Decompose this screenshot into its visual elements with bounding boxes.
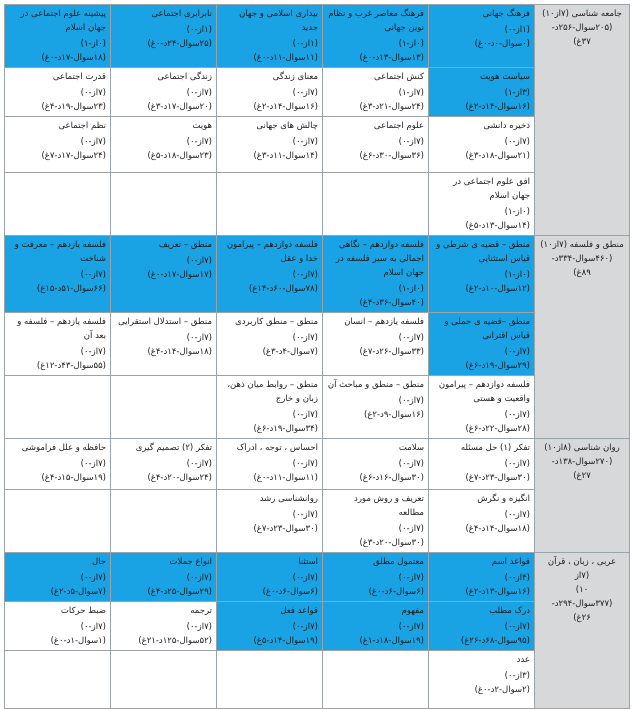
topic-title: ترجمه xyxy=(190,606,212,616)
topic-range: (۰از-۱) xyxy=(398,284,424,294)
topic-stats: (۱۶سوال-۱۳د-۲غ) xyxy=(465,587,530,597)
topic-cell[interactable] xyxy=(323,602,429,651)
topic-cell[interactable] xyxy=(429,117,535,173)
topic-cell[interactable] xyxy=(429,602,535,651)
topic-range: (۴از-۰) xyxy=(504,573,530,583)
topic-range: (۷از-۰) xyxy=(186,333,212,343)
topic-range: (۷از-۰) xyxy=(504,622,530,632)
topic-stats: (۴۰سوال-۳۶د-۴غ) xyxy=(359,298,424,308)
topic-range: (۷از-۰) xyxy=(292,622,318,632)
topic-stats: (۱۲سوال-۱۰د-۲غ) xyxy=(465,284,530,294)
topic-cell[interactable] xyxy=(5,236,111,313)
topic-cell[interactable] xyxy=(429,553,535,602)
topic-stats: (۱۶سوال-۹د-۲غ) xyxy=(364,410,424,420)
topic-stats: (۲۸سوال-۲۲د-۶غ) xyxy=(465,424,530,434)
subject-label-line: ۲۶غ) xyxy=(573,613,591,623)
subject-label-line: ۱۰) xyxy=(575,585,589,595)
topic-cell[interactable] xyxy=(323,5,429,68)
topic-title: تفکر (۲) تصمیم گیری xyxy=(135,443,212,453)
topic-range: (۳از-۰) xyxy=(504,671,530,681)
topic-range: (۷از-۰) xyxy=(398,573,424,583)
topic-stats: (۱۴سوال-۱۳د-۵غ) xyxy=(465,221,530,231)
topic-stats: (۲۹سوال-۲۵د-۴غ) xyxy=(147,587,212,597)
topic-title: کنش اجتماعی xyxy=(374,72,424,82)
topic-range: (۷از-۰) xyxy=(186,88,212,98)
grid-row xyxy=(5,439,630,490)
topic-range: (۷از-۰) xyxy=(80,622,106,632)
topic-title: فلسفه دوازدهم – پیرامون خدا و عقل xyxy=(226,240,318,264)
grid-row xyxy=(5,5,630,68)
topic-cell[interactable] xyxy=(111,439,217,490)
empty-cell xyxy=(5,173,111,236)
topic-title: منطق – قضیه ی شرطی و قیاس استثنایی xyxy=(436,240,530,264)
topic-title: نظم اجتماعی xyxy=(58,121,106,131)
topic-range: (۷از-۰) xyxy=(186,137,212,147)
topic-title: روانشناسی رشد xyxy=(259,494,318,504)
topic-title: منطق – روابط میان ذهن، زبان و خارج xyxy=(227,380,318,404)
topic-stats: (۱۸سوال-۱۴د-۴غ) xyxy=(147,347,212,357)
topic-range: (۷از-۰) xyxy=(292,410,318,420)
topic-cell[interactable] xyxy=(5,553,111,602)
topic-cell[interactable] xyxy=(111,5,217,68)
topic-title: زندگی اجتماعی xyxy=(157,72,212,82)
topic-stats: (۲۵سوال-۲۴د-۰غ) xyxy=(147,39,212,49)
topic-title: منطق –قضیه ی حملی و قیاس اقترانی xyxy=(444,317,530,341)
topic-cell[interactable] xyxy=(217,5,323,68)
topic-cell[interactable] xyxy=(429,313,535,376)
subject-label-line: (۴۶۰سوال-۳۳۴د- xyxy=(551,254,613,264)
topic-cell[interactable] xyxy=(111,236,217,313)
topic-stats: (۱۳سوال-۱۳د-۰غ) xyxy=(359,53,424,63)
topic-title: منطق – استدلال استقرایی xyxy=(118,317,212,327)
topic-cell[interactable] xyxy=(217,490,323,553)
topic-cell[interactable] xyxy=(5,117,111,173)
topic-cell[interactable] xyxy=(5,5,111,68)
topic-title: استثنا xyxy=(298,557,318,567)
topic-title: فلسفه یازدهم – فلسفه و بعد آن xyxy=(17,317,106,341)
topic-range: (۷از-۰) xyxy=(398,524,424,534)
topic-title: قواعد فعل xyxy=(280,606,318,616)
topic-stats: (۶سوال-۶د-۰غ) xyxy=(262,587,318,597)
topic-range: (۷از-۰) xyxy=(80,459,106,469)
topic-range: (۷از-۰) xyxy=(504,510,530,520)
topic-stats: (۱۶سوال-۱۴د-۲غ) xyxy=(465,102,530,112)
topic-stats: (۲۴سوال-۲۱د-۳غ) xyxy=(359,102,424,112)
grid-row xyxy=(5,236,630,313)
topic-title: تفکر (۱) حل مسئله xyxy=(460,443,530,453)
topic-cell[interactable] xyxy=(217,553,323,602)
empty-cell xyxy=(111,173,217,236)
topic-cell[interactable] xyxy=(429,68,535,117)
topic-range: (۷از-۰) xyxy=(504,347,530,357)
topic-cell[interactable] xyxy=(5,602,111,651)
topic-stats: (۱۷سوال-۱۷د-۰غ) xyxy=(147,270,212,280)
topic-title: بیداری اسلامی و جهان جدید xyxy=(239,9,318,33)
topic-title: نابرابری اجتماعی xyxy=(151,9,212,19)
topic-stats: (۱۹سوال-۱۴د-۵غ) xyxy=(253,636,318,646)
topic-range: (۷از-۰) xyxy=(504,459,530,469)
topic-title: علوم اجتماعی xyxy=(373,121,424,131)
subject-label xyxy=(535,553,630,709)
topic-stats: (۳۰سوال-۱۶د-۶غ) xyxy=(359,473,424,483)
topic-title: فلسفه یازدهم – معرفت و شناخت xyxy=(14,240,106,264)
topic-title: افق علوم اجتماعی در جهان اسلام xyxy=(453,177,530,201)
topic-title: حال xyxy=(91,557,106,567)
topic-stats: (۷۸سوال-۶۰د-۱۴غ) xyxy=(248,284,318,294)
topic-range: (۱از-۰) xyxy=(504,25,530,35)
topic-cell[interactable] xyxy=(429,5,535,68)
topic-cell[interactable] xyxy=(111,602,217,651)
subject-label-line: روان شناسی (۸از۱۰) xyxy=(544,443,620,453)
empty-cell xyxy=(217,173,323,236)
topic-cell[interactable] xyxy=(429,651,535,709)
topic-range: (۷از-۰) xyxy=(398,396,424,406)
empty-cell xyxy=(323,651,429,709)
topic-stats: (۲۰سوال-۱۷د-۳غ) xyxy=(147,102,212,112)
topic-range: (۷از-۰) xyxy=(80,88,106,98)
topic-range: (۳از-۱) xyxy=(504,88,530,98)
topic-cell[interactable] xyxy=(429,439,535,490)
topic-stats: (۵۲سوال-۱۲۵د-۲۱غ) xyxy=(138,636,212,646)
empty-cell xyxy=(217,651,323,709)
topic-title: تعریف و روش مورد مطالعه xyxy=(354,494,424,518)
empty-cell xyxy=(5,651,111,709)
topic-range: (۷از-۰) xyxy=(292,573,318,583)
topic-title: درک مطلب xyxy=(489,606,530,616)
subject-label-line: عربی ، زبان ، قرآن xyxy=(547,557,617,567)
topic-range: (۷از-۰) xyxy=(292,510,318,520)
topic-grid xyxy=(4,4,630,709)
subject-label-line: (۳۷۷سوال-۲۹۴د- xyxy=(551,599,613,609)
topic-title: سلامت xyxy=(398,443,424,453)
subject-label-line: (۷از xyxy=(574,571,590,581)
topic-stats: (۳۳سوال-۲۶د-۷غ) xyxy=(359,347,424,357)
topic-title: پیشینه علوم اجتماعی در جهان اسلام xyxy=(20,9,106,33)
topic-range: (۰از-۱) xyxy=(504,207,530,217)
topic-range: (۷از-۰) xyxy=(292,88,318,98)
topic-stats: (۲سوال-۲د-۰غ) xyxy=(474,685,530,695)
topic-title: حافظه و علل فراموشی xyxy=(21,443,106,453)
topic-cell[interactable] xyxy=(111,313,217,376)
topic-range: (۷از-۰) xyxy=(398,459,424,469)
topic-cell[interactable] xyxy=(217,117,323,173)
subject-label-line: ۸۹غ) xyxy=(573,268,591,278)
topic-title: چالش های جهانی xyxy=(256,121,318,131)
subject-label-line: منطق و فلسفه (۷از۱۰) xyxy=(540,240,624,250)
topic-range: (۷از-۰) xyxy=(398,333,424,343)
topic-cell[interactable] xyxy=(111,117,217,173)
topic-range: (۷از-۰) xyxy=(80,573,106,583)
topic-cell[interactable] xyxy=(323,490,429,553)
topic-title: منطق – منطق و مباحث آن xyxy=(327,380,424,390)
topic-cell[interactable] xyxy=(5,439,111,490)
subject-label-line: (۲۷۰سوال-۱۳۸د- xyxy=(551,457,613,467)
topic-title: معنای زندگی xyxy=(272,72,318,82)
topic-stats: (۱۹سوال-۱۸د-۱غ) xyxy=(359,636,424,646)
topic-title: انواع جملات xyxy=(169,557,212,567)
empty-cell xyxy=(5,376,111,439)
subject-label xyxy=(535,236,630,439)
topic-stats: (۱۸سوال-۱۷د-۰غ) xyxy=(41,53,106,63)
topic-range: (۰از-۱) xyxy=(80,39,106,49)
topic-cell[interactable] xyxy=(5,313,111,376)
topic-cell[interactable] xyxy=(217,602,323,651)
topic-cell[interactable] xyxy=(323,376,429,439)
topic-range: (۱از-۰) xyxy=(292,39,318,49)
topic-stats: (۹۵سوال-۶۸د-۲۶غ) xyxy=(460,636,530,646)
empty-cell xyxy=(111,651,217,709)
topic-range: (۷از-۰) xyxy=(398,137,424,147)
topic-stats: (۲۳سوال-۱۹د-۴غ) xyxy=(41,102,106,112)
topic-title: مفهوم xyxy=(401,606,424,616)
topic-title: فرهنگ معاصر غرب و نظام نوین جهانی xyxy=(328,9,424,33)
topic-stats: (۱۱سوال-۱۱د-۰غ) xyxy=(253,53,318,63)
topic-cell[interactable] xyxy=(217,439,323,490)
topic-cell[interactable] xyxy=(323,313,429,376)
subject-label-line: ۲۷غ) xyxy=(573,471,591,481)
topic-title: انگیزه و نگرش xyxy=(477,494,530,504)
empty-cell xyxy=(5,490,111,553)
topic-title: احساس ، توجه ، ادراک xyxy=(236,443,318,453)
topic-range: (۷از-۰) xyxy=(186,573,212,583)
topic-stats: (۲۹سوال-۱۹د-۶غ) xyxy=(465,361,530,371)
topic-stats: (۰سوال-۰د-۰غ) xyxy=(474,39,530,49)
topic-cell[interactable] xyxy=(5,68,111,117)
topic-title: عدد xyxy=(516,655,530,665)
topic-stats: (۳۰سوال-۲۳د-۷غ) xyxy=(465,473,530,483)
topic-title: ضبط حرکات xyxy=(60,606,106,616)
topic-cell[interactable] xyxy=(429,490,535,553)
topic-title: سیاست هویت xyxy=(479,72,530,82)
topic-range: (۷از-۰) xyxy=(398,622,424,632)
topic-range: (۷از-۰) xyxy=(186,622,212,632)
subject-label-line: ۳۷غ) xyxy=(573,37,591,47)
topic-stats: (۲۱سوال-۱۸د-۳غ) xyxy=(465,151,530,161)
topic-range: (۷از-۰) xyxy=(504,410,530,420)
topic-stats: (۳۰سوال-۲۳د-۷غ) xyxy=(253,524,318,534)
topic-title: ذخیره دانشی xyxy=(483,121,530,131)
topic-cell[interactable] xyxy=(217,236,323,313)
topic-stats: (۳۰سوال-۲۰د-۳غ) xyxy=(359,538,424,548)
topic-cell[interactable] xyxy=(323,68,429,117)
topic-cell[interactable] xyxy=(323,439,429,490)
topic-cell[interactable] xyxy=(429,376,535,439)
topic-stats: (۳۶سوال-۳۰د-۶غ) xyxy=(359,151,424,161)
topic-range: (۷از-۰) xyxy=(292,270,318,280)
topic-range: (۰از-۱) xyxy=(504,270,530,280)
topic-title: هویت xyxy=(192,121,212,131)
topic-cell[interactable] xyxy=(217,376,323,439)
topic-cell[interactable] xyxy=(217,313,323,376)
empty-cell xyxy=(323,173,429,236)
topic-title: فلسفه دوازدهم – پیرامون واقعیت و هستی xyxy=(438,380,530,404)
topic-stats: (۶سوال-۶د-۰غ) xyxy=(368,587,424,597)
topic-range: (۷از-۰) xyxy=(292,333,318,343)
topic-stats: (۱۹سوال-۱۵د-۴غ) xyxy=(41,473,106,483)
topic-stats: (۷سوال-۴د-۳غ) xyxy=(262,347,318,357)
topic-range: (۷از-۱) xyxy=(398,88,424,98)
topic-title: فلسفه دوازدهم – نگاهی اجمالی به سیر فلسفه در جهان اسلام xyxy=(335,240,424,278)
topic-title: منطق – تعریف xyxy=(158,240,212,250)
topic-stats: (۱۱سوال-۱۱د-۰غ) xyxy=(253,473,318,483)
topic-cell[interactable] xyxy=(217,68,323,117)
topic-cell[interactable] xyxy=(429,173,535,236)
topic-stats: (۳۴سوال-۱۹د-۶غ) xyxy=(253,424,318,434)
empty-cell xyxy=(111,490,217,553)
topic-cell[interactable] xyxy=(111,553,217,602)
topic-range: (۷از-۰) xyxy=(80,347,106,357)
topic-range: (۷از-۰) xyxy=(80,270,106,280)
topic-range: (۷از-۰) xyxy=(186,459,212,469)
topic-range: (۷از-۰) xyxy=(292,137,318,147)
topic-range: (۱از-۰) xyxy=(186,25,212,35)
topic-title: قواعد اسم xyxy=(491,557,530,567)
topic-cell[interactable] xyxy=(429,236,535,313)
topic-range: (۷از-۰) xyxy=(292,459,318,469)
topic-stats: (۷سوال-۵د-۲غ) xyxy=(50,587,106,597)
topic-stats: (۵۵سوال-۴۳د-۱۲غ) xyxy=(36,361,106,371)
topic-title: فرهنگ جهانی xyxy=(482,9,530,19)
topic-range: (۰از-۱) xyxy=(398,39,424,49)
topic-range: (۷از-۰) xyxy=(186,256,212,266)
topic-cell[interactable] xyxy=(323,553,429,602)
topic-title: قدرت اجتماعی xyxy=(52,72,106,82)
topic-stats: (۲۴سوال-۲۰د-۴غ) xyxy=(147,473,212,483)
topic-cell[interactable] xyxy=(323,236,429,313)
empty-cell xyxy=(111,376,217,439)
subject-label xyxy=(535,439,630,553)
topic-stats: (۲۳سوال-۱۸د-۵غ) xyxy=(147,151,212,161)
subject-label-line: (۲۰۵سوال-۲۵۶د- xyxy=(551,23,613,33)
topic-title: فلسفه یازدهم – انسان xyxy=(344,317,424,327)
topic-range: (۷از-۰) xyxy=(80,137,106,147)
topic-stats: (۱۸سوال-۱۴د-۴غ) xyxy=(465,524,530,534)
topic-title: معتمول مطلق xyxy=(373,557,424,567)
topic-cell[interactable] xyxy=(323,117,429,173)
topic-stats: (۱۶سوال-۱۴د-۲غ) xyxy=(253,102,318,112)
topic-range: (۷از-۰) xyxy=(504,137,530,147)
topic-stats: (۲۴سوال-۱۷د-۷غ) xyxy=(41,151,106,161)
topic-title: منطق – منطق کاربردی xyxy=(235,317,318,327)
subject-label xyxy=(535,5,630,236)
topic-stats: (۱سوال-۱د-۰غ) xyxy=(50,636,106,646)
topic-stats: (۶۶سوال-۵۱د-۱۵غ) xyxy=(36,284,106,294)
subject-label-line: جامعه شناسی (۷از۱۰) xyxy=(542,9,622,19)
topic-cell[interactable] xyxy=(111,68,217,117)
topic-stats: (۱۴سوال-۱۱د-۳غ) xyxy=(253,151,318,161)
grid-row xyxy=(5,553,630,602)
